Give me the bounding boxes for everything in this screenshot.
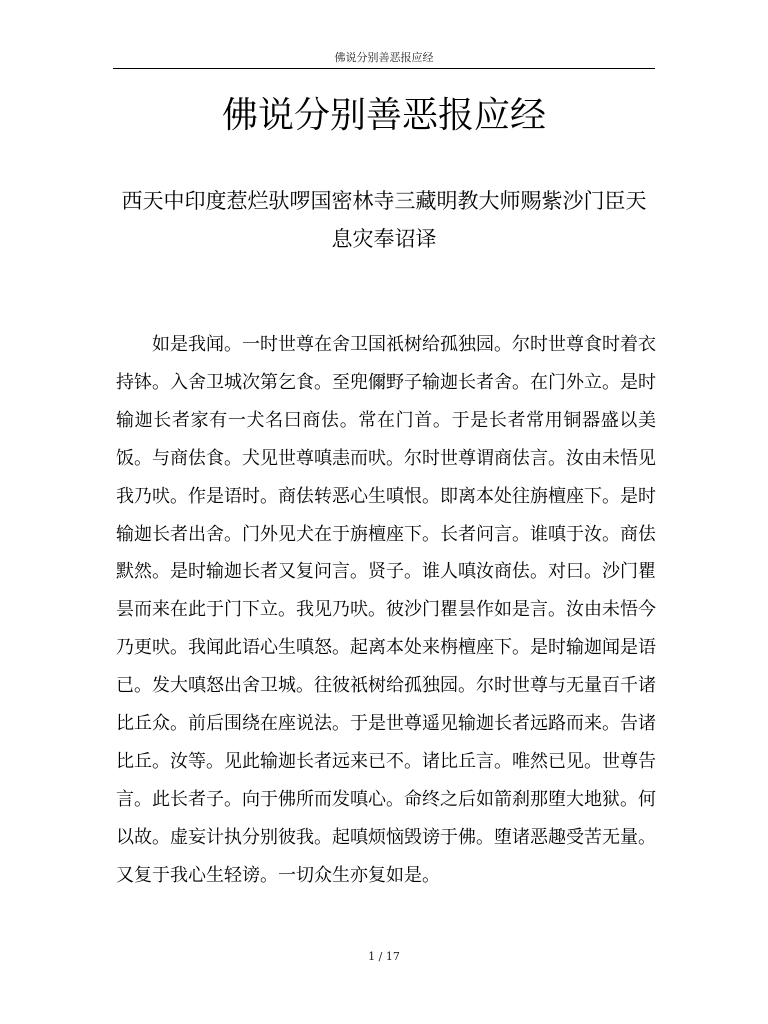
running-header: 佛说分别善恶报应经 [113, 50, 655, 69]
body-paragraph: 如是我闻。一时世尊在舍卫国祇树给孤独园。尔时世尊食时着衣持钵。入舍卫城次第乞食。至兜儞野子输迦长者舍。在门外立。是时输迦长者家有一犬名曰商佉。常在门首。于是长者常用铜器盛以美饭。与商佉食。犬见世尊嗔恚而吠。尔时世尊谓商佉言。汝由未悟见我乃吠。作是语时。商佉转恶心生嗔恨。即离本处往旃檀座下。是时输迦长者出舍。门外见犬在于旃檀座下。长者问言。谁嗔于汝。商佉默然。是时输迦长者又复问言。贤子。谁人嗔汝商佉。对曰。沙门瞿昙而来在此于门下立。我见乃吠。彼沙门瞿昙作如是言。汝由未悟今乃更吠。我闻此语心生嗔怒。起离本处来栴檀座下。是时输迦闻是语已。发大嗔怒出舍卫城。往彼祇树给孤独园。尔时世尊与无量百千诸比丘众。前后围绕在座说法。于是世尊遥见输迦长者远路而来。告诸比丘。汝等。见此输迦长者远来已不。诸比丘言。唯然已见。世尊告言。此长者子。向于佛所而发嗔心。命终之后如箭刹那堕大地狱。何以故。虚妄计执分别彼我。起嗔烦恼毁谤于佛。堕诸恶趣受苦无量。又复于我心生轻谤。一切众生亦复如是。 [116, 334, 656, 886]
page-number: 1 / 17 [368, 950, 400, 963]
document-title: 佛说分别善恶报应经 [221, 95, 546, 136]
translator-line: 西天中印度惹烂驮啰国密林寺三藏明教大师赐紫沙门臣天息灾奉诏译 [121, 189, 647, 251]
